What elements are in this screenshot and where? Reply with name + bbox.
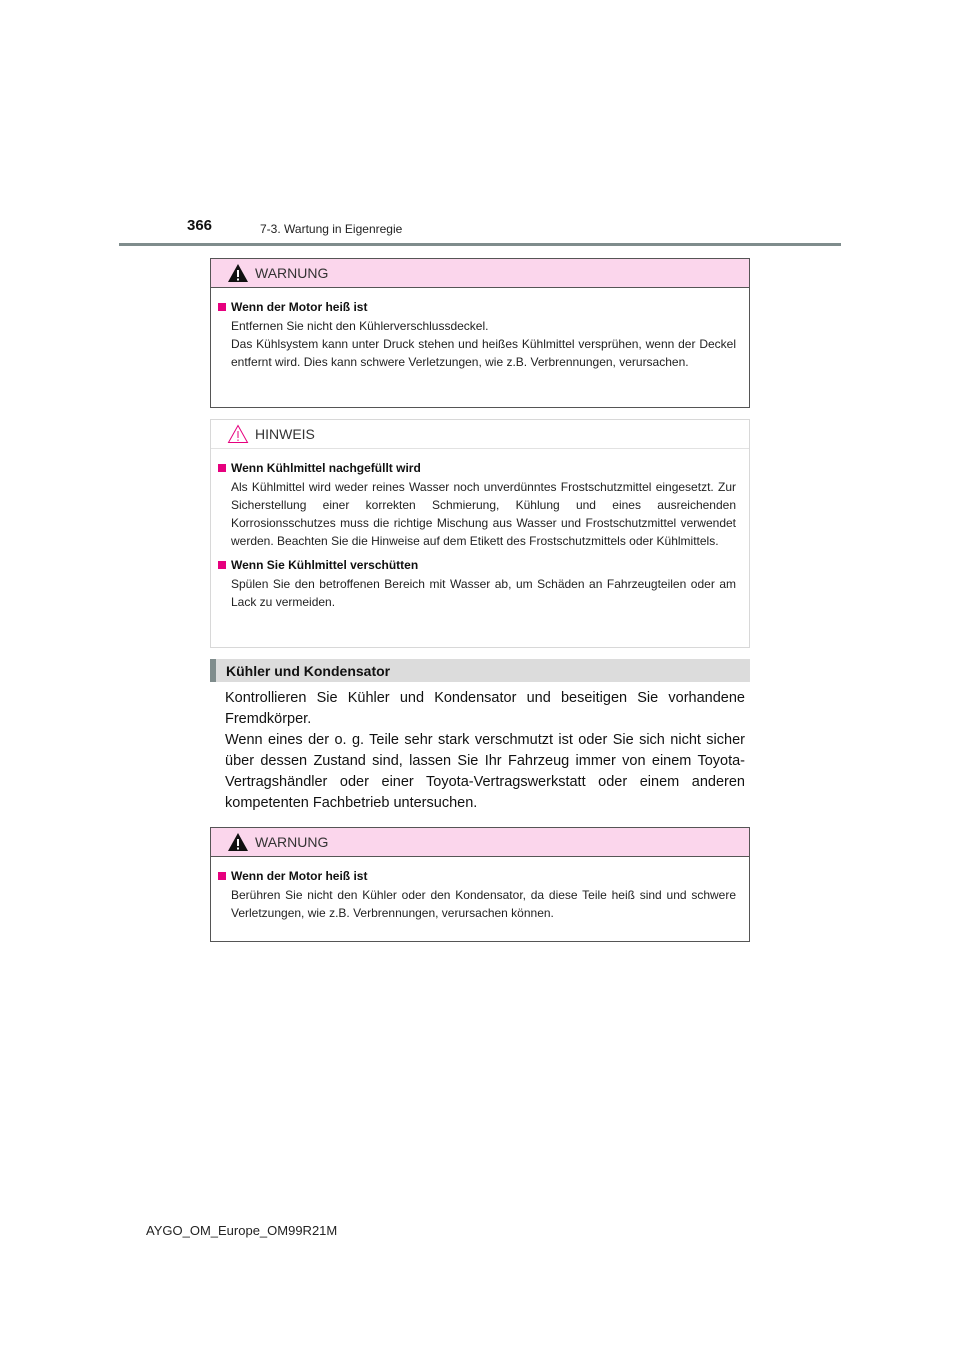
warning-triangle-icon bbox=[227, 263, 249, 283]
warning-box-header bbox=[211, 259, 749, 288]
square-bullet-icon bbox=[218, 464, 226, 472]
square-bullet-icon bbox=[218, 303, 226, 311]
warning-item-heading: Wenn der Motor heiß ist bbox=[218, 869, 739, 883]
warning-box-2 bbox=[210, 827, 750, 942]
warning-title: WARNUNG bbox=[255, 834, 329, 850]
notice-item-text-2: Spülen Sie den betroffenen Bereich mit Wasser ab, um Schäden an Fahrzeugteilen oder am Lack zu vermeiden. bbox=[231, 577, 736, 609]
square-bullet-icon bbox=[218, 872, 226, 880]
warning-title: WARNUNG bbox=[255, 265, 329, 281]
warning-box-body bbox=[211, 288, 749, 389]
section-paragraph-1: Kontrollieren Sie Kühler und Kondensator und beseitigen Sie vorhandene Fremdkörper. bbox=[225, 690, 745, 727]
warning-box-body bbox=[211, 857, 749, 940]
notice-title: HINWEIS bbox=[255, 426, 315, 442]
section-paragraph-2: Wenn eines der o. g. Teile sehr stark verschmutzt ist oder Sie sich nicht sicher über dessen Zustand sind, lassen Sie Ihr Fahrzeug immer von einem Toyota-Vertragshändler oder einer Toyota-Vertragswerkstatt oder einem anderen kompetenten Fachbetrieb untersuchen. bbox=[225, 732, 745, 811]
notice-item-text-1: Als Kühlmittel wird weder reines Wasser noch unverdünntes Frostschutzmittel eingesetzt. Zur Sicherstellung einer korrekten Schmierung, Kühlung und eines ausreichenden Korrosionsschutzes muss die richtige Mischung aus Wasser und Frostschutzmittel verwendet werden. Beachten Sie die Hinweise auf dem Etikett des Frostschutzmittels oder Kühlmittels. bbox=[231, 480, 736, 548]
warning-item-text: Berühren Sie nicht den Kühler oder den Kondensator, da diese Teile heiß sind und schwere Verletzungen, wie z.B. Verbrennungen, verursachen können. bbox=[231, 888, 736, 920]
page-number: 366 bbox=[187, 217, 213, 234]
section-header: 7-3. Wartung in Eigenregie bbox=[260, 222, 403, 236]
section-heading: Kühler und Kondensator bbox=[210, 659, 750, 682]
warning-triangle-icon bbox=[227, 832, 249, 852]
footer-doc-id: AYGO_OM_Europe_OM99R21M bbox=[146, 1223, 338, 1238]
notice-box-header bbox=[211, 420, 749, 449]
warning-item-heading: Wenn der Motor heiß ist bbox=[218, 300, 739, 314]
square-bullet-icon bbox=[218, 561, 226, 569]
caution-outline-icon bbox=[227, 424, 249, 444]
warning-box-header bbox=[211, 828, 749, 857]
header-rule bbox=[119, 243, 841, 246]
warning-item-text: Entfernen Sie nicht den Kühlerverschlussdeckel. Das Kühlsystem kann unter Druck stehen und heißes Kühlmittel versprühen, wenn der Deckel entfernt wird. Dies kann schwere Verletzungen, wie z.B. Verbrennungen, verursachen. bbox=[231, 319, 736, 369]
notice-item-heading-1: Wenn Kühlmittel nachgefüllt wird bbox=[218, 461, 739, 475]
warning-box-1 bbox=[210, 258, 750, 408]
section-body bbox=[225, 688, 745, 814]
notice-box-body bbox=[211, 449, 749, 629]
notice-item-heading-2: Wenn Sie Kühlmittel verschütten bbox=[218, 558, 739, 572]
notice-box bbox=[210, 419, 750, 648]
